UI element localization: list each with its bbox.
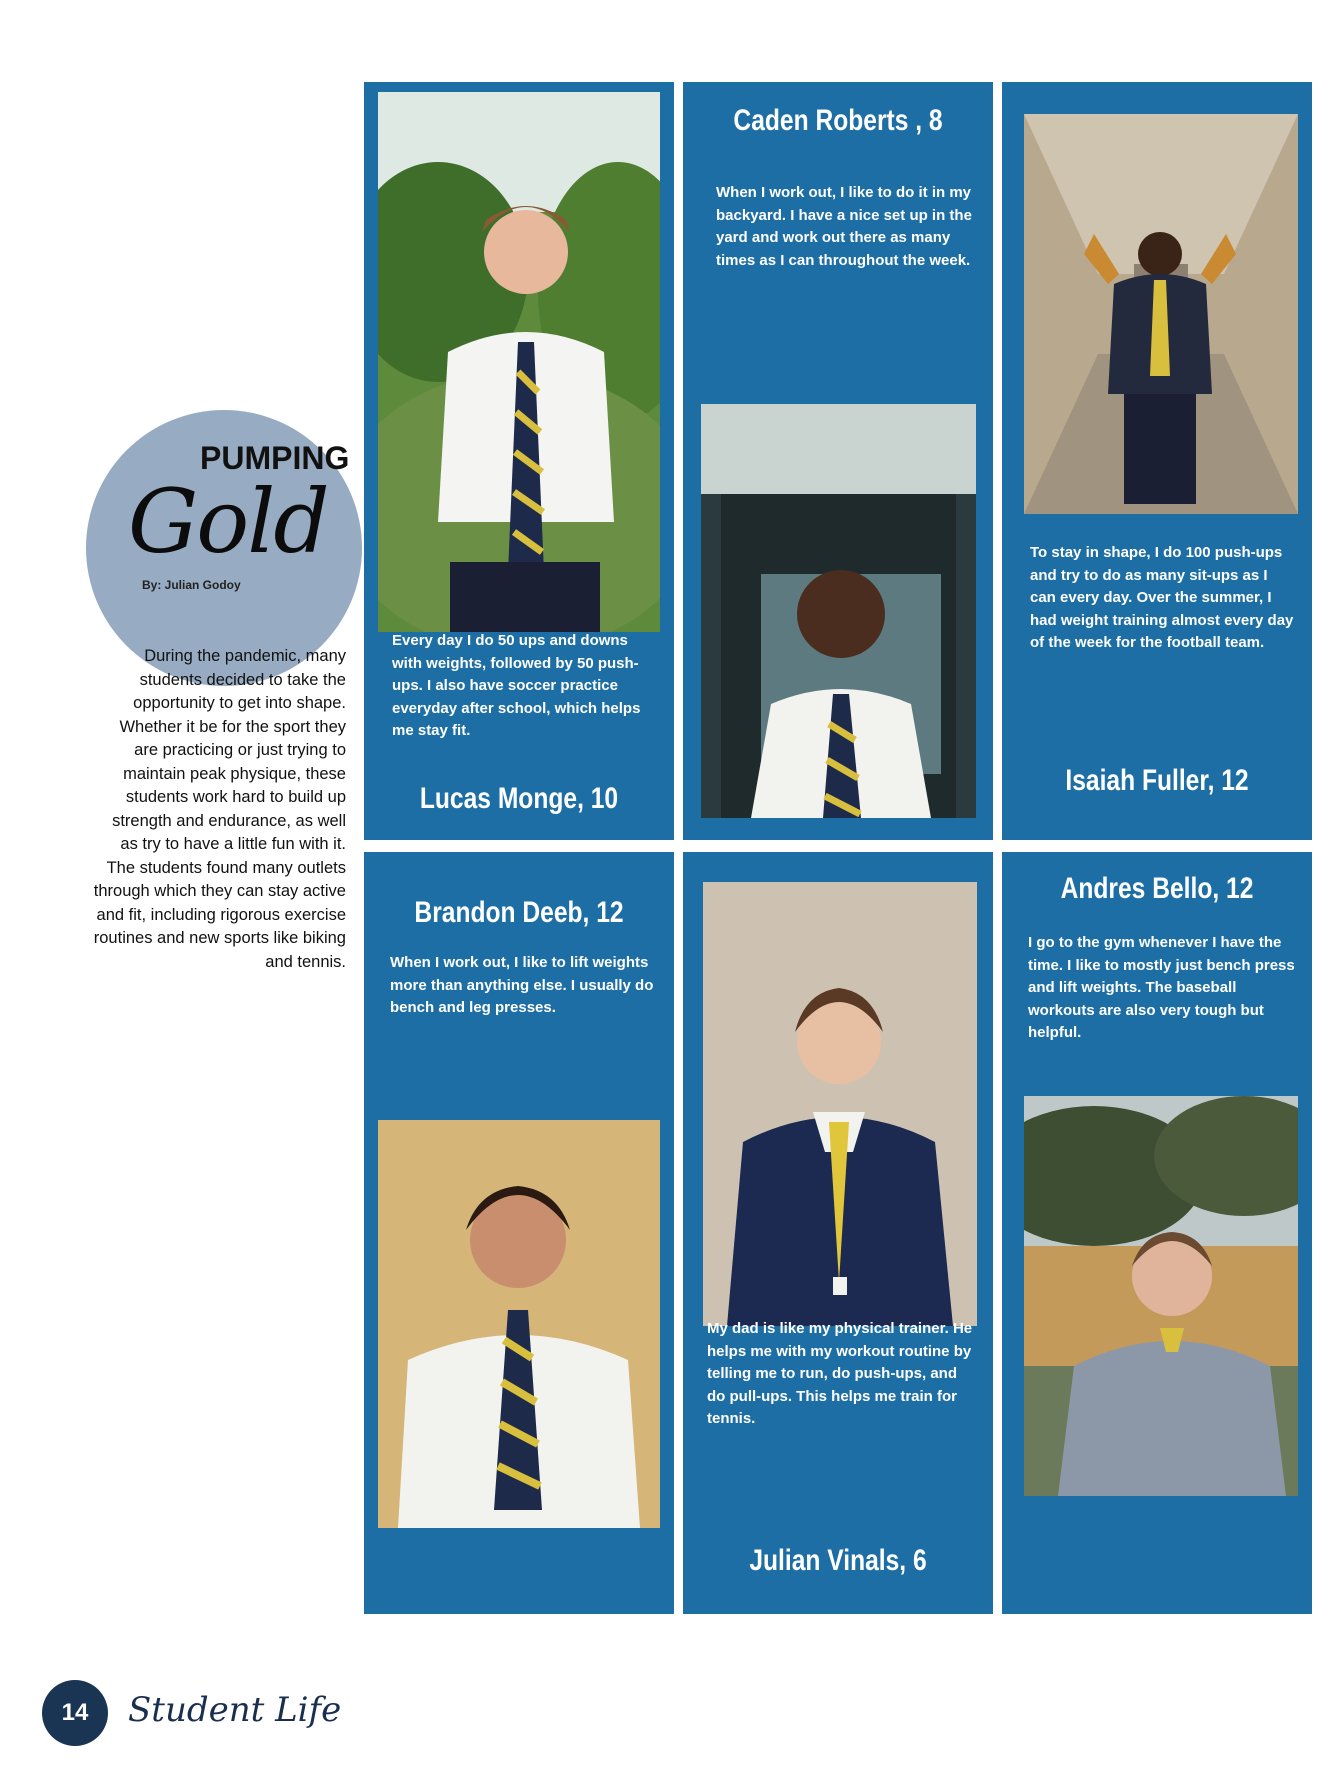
isaiah-photo — [1024, 114, 1298, 514]
intro-text: During the pandemic, many students decided to take the opportunity to get into shape. Whether it be for the sport they are practicing or just trying to maintain peak physique, these students work hard to build up strength and endurance, as well as try to have a little fun with it. The students found many outlets through which they can stay active and fit, including rigorous exercise routines and new sports like biking and tennis. — [93, 647, 346, 971]
julian-name: Julian Vinals, 6 — [749, 1544, 927, 1577]
profile-panel-lucas — [364, 82, 674, 840]
byline: By: Julian Godoy — [142, 578, 241, 592]
lucas-name: Lucas Monge, 10 — [419, 782, 619, 815]
profile-panel-brandon — [364, 852, 674, 1614]
isaiah-quote: To stay in shape, I do 100 push-ups and try to do as many sit-ups as I can every day. Over the summer, I had weight training almost every day of the week for the football team. — [1030, 544, 1294, 651]
title-line2: Gold — [128, 470, 328, 573]
julian-quote: My dad is like my physical trainer. He helps me with my workout routine by telling me to run, do push-ups, and do pull-ups. This helps me train for tennis. — [707, 1320, 973, 1427]
caden-quote: When I work out, I like to do it in my backyard. I have a nice set up in the yard and work out there as many times as I can throughout the week. — [716, 184, 972, 269]
brandon-photo — [378, 1120, 660, 1528]
andres-name: Andres Bello, 12 — [1060, 872, 1254, 905]
brandon-quote: When I work out, I like to lift weights more than anything else. I usually do bench and leg presses. — [390, 954, 654, 1016]
section-label: Student Life — [128, 1690, 342, 1730]
caden-photo — [701, 404, 976, 818]
isaiah-name: Isaiah Fuller, 12 — [1065, 764, 1249, 797]
andres-photo — [1024, 1096, 1298, 1496]
profile-panel-andres — [1002, 852, 1312, 1614]
andres-quote: I go to the gym whenever I have the time. I like to mostly just bench press and lift weights. The baseball workouts are also very tough but helpful. — [1028, 934, 1295, 1041]
lucas-photo — [378, 92, 660, 632]
brandon-name: Brandon Deeb, 12 — [414, 896, 624, 929]
profile-panel-caden — [683, 82, 993, 840]
profile-panel-julian — [683, 852, 993, 1614]
title-line1: PUMPING — [200, 440, 350, 476]
lucas-quote: Every day I do 50 ups and downs with weights, followed by 50 push-ups. I also have soccer practice everyday after school, which helps me stay fit. — [392, 632, 641, 739]
caden-name: Caden Roberts , 8 — [733, 104, 943, 137]
profile-panel-isaiah — [1002, 82, 1312, 840]
page-number: 14 — [42, 1680, 108, 1746]
julian-photo — [703, 882, 977, 1326]
